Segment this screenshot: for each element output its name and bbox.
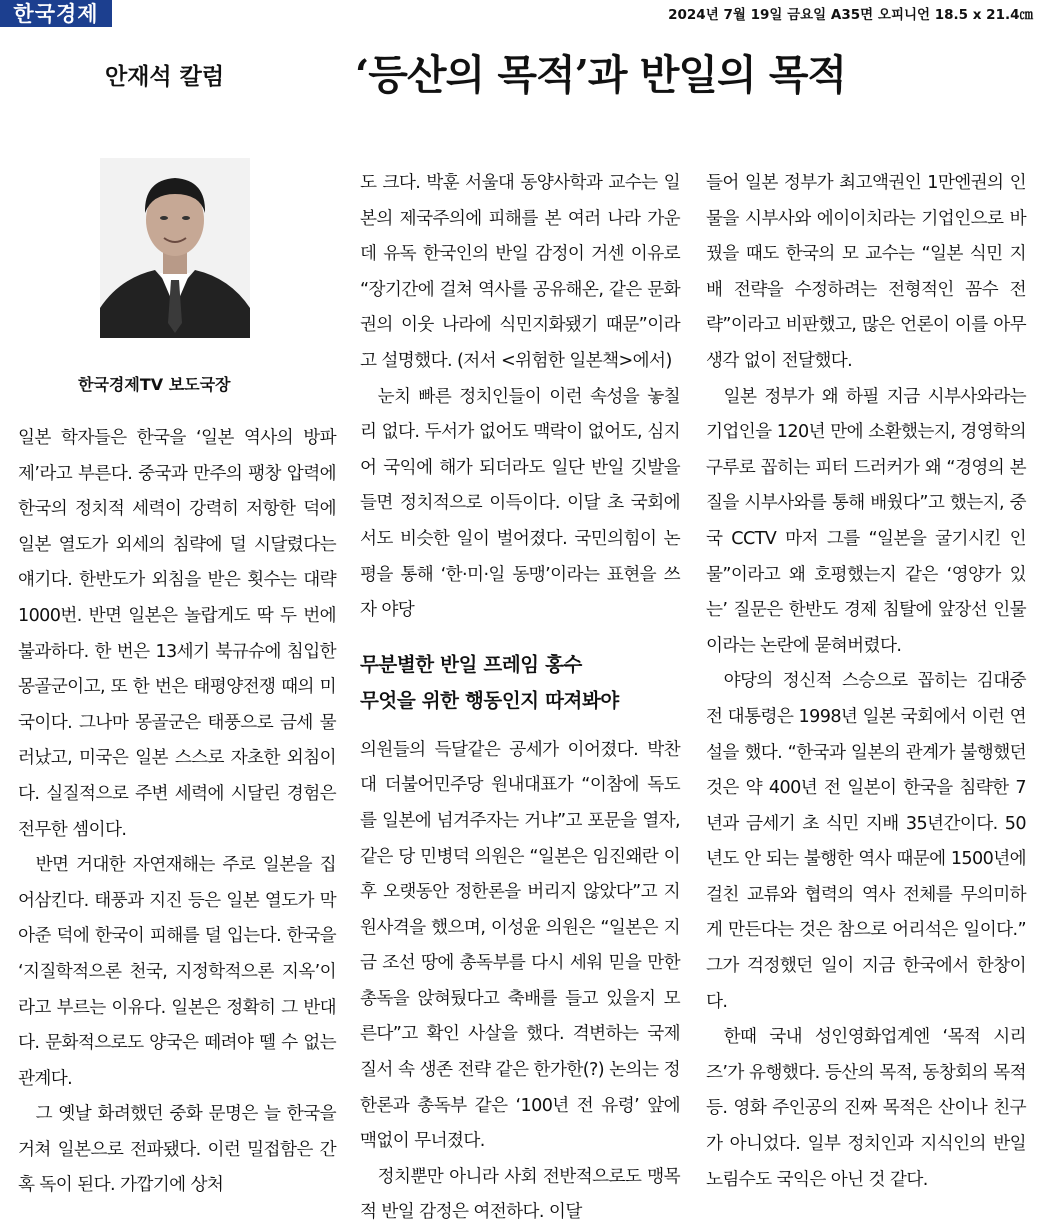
column-label: 안재석 칼럼 xyxy=(105,64,225,90)
article-column-1 xyxy=(18,421,336,1204)
paragraph: 반면 거대한 자연재해는 주로 일본을 집어삼킨다. 태풍과 지진 등은 일본 열도가 막아준 덕에 한국이 피해를 덜 입는다. 한국을 ‘지질학적으론 천국, 지정학적으론 지옥’이라고 부르는 이유다. 일본은 정확히 그 반대다. 문화적으로도 양국은 떼려야 뗄 수 없는 관계다. xyxy=(18,855,336,1089)
paragraph: 한때 국내 성인영화업계엔 ‘목적 시리즈’가 유행했다. 등산의 목적, 동창회의 목적 등. 영화 주인공의 진짜 목적은 산이나 친구가 아니었다. 일부 정치인과 지식인의 반일 노림수도 국익은 아닌 것 같다. xyxy=(706,1027,1026,1190)
subheading-line: 무엇을 위한 행동인지 따져봐야 xyxy=(360,688,619,712)
article-column-3 xyxy=(706,166,1026,1198)
paragraph: 들어 일본 정부가 최고액권인 1만엔권의 인물을 시부사와 에이이치라는 기업인으로 바꿨을 때도 한국의 모 교수는 “일본 식민 지배 전략을 수정하려는 전형적인 꼼수 전략”이라고 비판했고, 많은 언론이 이를 아무 생각 없이 전달했다. xyxy=(706,173,1026,371)
author-title: 한국경제TV 보도국장 xyxy=(78,375,231,394)
subheading-line: 무분별한 반일 프레임 홍수 xyxy=(360,652,582,676)
publication-info: 2024년 7월 19일 금요일 A35면 오피니언 18.5 x 21.4㎝ xyxy=(668,7,1033,23)
paragraph: 도 크다. 박훈 서울대 동양사학과 교수는 일본의 제국주의에 피해를 본 여러 나라 가운데 유독 한국인의 반일 감정이 거센 이유로 “장기간에 걸쳐 역사를 공유해온, 같은 문화권의 이웃 나라에 식민지화됐기 때문”이라고 설명했다. (저서 <위험한 일본책>에서) xyxy=(360,173,680,371)
paragraph: 정치뿐만 아니라 사회 전반적으로도 맹목적 반일 감정은 여전하다. 이달 xyxy=(360,1166,680,1223)
newspaper-masthead: 한국경제 xyxy=(0,0,112,27)
paragraph: 야당의 정신적 스승으로 꼽히는 김대중 전 대통령은 1998년 일본 국회에서 이런 연설을 했다. “한국과 일본의 관계가 불행했던 것은 약 400년 전 일본이 한국을 침략한 7년과 금세기 초 식민 지배 35년간이다. 50년도 안 되는 불행한 역사 때문에 1500년에 걸친 교류와 협력의 역사 전체를 무의미하게 만든다는 것은 참으로 어리석은 일이다.” 그가 걱정했던 일이 지금 한국에서 한창이다. xyxy=(706,671,1026,1012)
paragraph: 의원들의 득달같은 공세가 이어졌다. 박찬대 더불어민주당 원내대표가 “이참에 독도를 일본에 넘겨주자는 거냐”고 포문을 열자, 같은 당 민병덕 의원은 “일본은 임진왜란 이후 오랫동안 정한론을 버리지 않았다”고 지원사격을 했으며, 이성윤 의원은 “일본은 지금 조선 땅에 총독부를 다시 세워 믿을 만한 총독을 앉혀뒀다고 축배를 들고 있을지 모른다”고 확인 사살을 했다. 격변하는 국제 질서 속 생존 전략 같은 한가한(?) 논의는 정한론과 총독부 같은 ‘100년 전 유령’ 앞에 맥없이 무너졌다. xyxy=(360,739,680,1152)
subheading xyxy=(360,647,680,719)
author-photo xyxy=(100,158,250,338)
article-column-2 xyxy=(360,166,680,1231)
headline: ‘등산의 목적’과 반일의 목적 xyxy=(355,51,847,99)
paragraph: 일본 정부가 왜 하필 지금 시부사와라는 기업인을 120년 만에 소환했는지, 경영학의 구루로 꼽히는 피터 드러커가 왜 “경영의 본질을 시부사와를 통해 배웠다”고 했는지, 중국 CCTV 마저 그를 “일본을 굴기시킨 인물”이라고 왜 호평했는지 같은 ‘영양가 있는’ 질문은 한반도 경제 침탈에 앞장선 인물이라는 논란에 묻혀버렸다. xyxy=(706,386,1026,656)
paragraph: 눈치 빠른 정치인들이 이런 속성을 놓칠 리 없다. 두서가 없어도 맥락이 없어도, 심지어 국익에 해가 되더라도 일단 반일 깃발을 들면 정치적으로 이득이다. 이달 초 국회에서도 비슷한 일이 벌어졌다. 국민의힘이 논평을 통해 ‘한·미·일 동맹’이라는 표현을 쓰자 야당 xyxy=(360,386,680,621)
paragraph: 일본 학자들은 한국을 ‘일본 역사의 방파제’라고 부른다. 중국과 만주의 팽창 압력에 한국의 정치적 세력이 강력히 저항한 덕에 일본 열도가 외세의 침략에 덜 시달렸다는 얘기다. 한반도가 외침을 받은 횟수는 대략 1000번. 반면 일본은 놀랍게도 딱 두 번에 불과하다. 한 번은 13세기 북규슈에 침입한 몽골군이고, 또 한 번은 태평양전쟁 때의 미국이다. 그나마 몽골군은 태풍으로 금세 물러났고, 미국은 일본 스스로 자초한 외침이다. 실질적으로 주변 세력에 시달린 경험은 전무한 셈이다. xyxy=(18,428,336,840)
paragraph: 그 옛날 화려했던 중화 문명은 늘 한국을 거쳐 일본으로 전파됐다. 이런 밀접함은 간혹 독이 된다. 가깝기에 상처 xyxy=(18,1104,336,1196)
